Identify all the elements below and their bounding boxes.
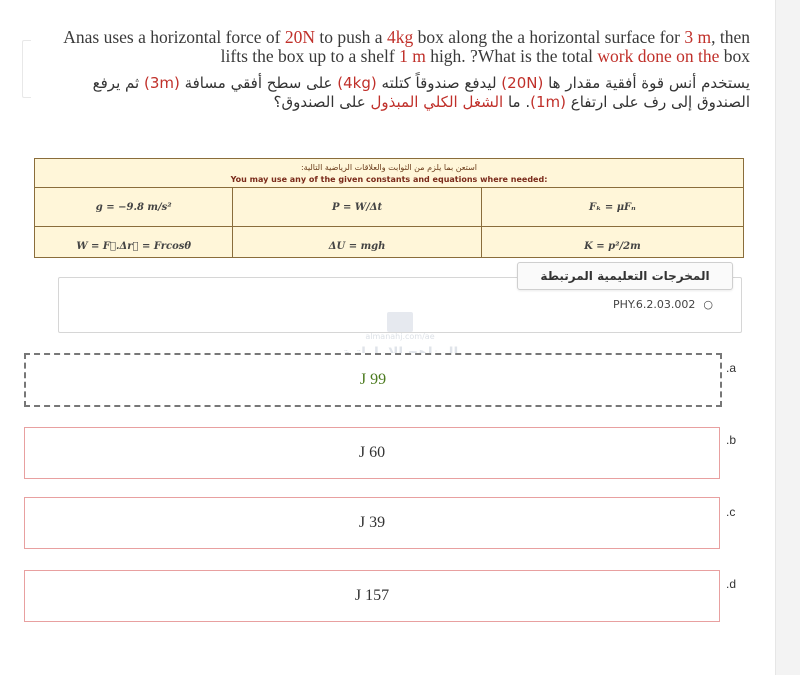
equation-work: W = F⃗.Δr⃗ = Frcosθ bbox=[35, 227, 233, 258]
answer-option-letter: .c bbox=[726, 505, 736, 519]
constants-row bbox=[35, 188, 743, 227]
answer-option-d[interactable] bbox=[24, 570, 720, 622]
right-scroll-strip bbox=[775, 0, 800, 675]
answer-option-b[interactable] bbox=[24, 427, 720, 479]
highlighted-value: work done on the bbox=[597, 46, 720, 66]
question-segment: . ما bbox=[503, 93, 531, 111]
answer-option-text: J 99 bbox=[359, 371, 387, 388]
equation-power: P = W/Δt bbox=[233, 188, 481, 226]
highlighted-value: الشغل الكلي المبذول bbox=[370, 93, 504, 111]
watermark-logo-icon bbox=[387, 312, 413, 332]
constants-header-english: You may use any of the given constants and equations where needed: bbox=[230, 175, 548, 184]
highlighted-value: (4kg) bbox=[337, 74, 377, 92]
answer-option-text: J 39 bbox=[358, 514, 386, 531]
highlighted-value: (1m) bbox=[530, 93, 566, 111]
highlighted-value: 3 m bbox=[684, 27, 712, 47]
question-segment: box along the a horizontal surface for bbox=[413, 27, 685, 47]
highlighted-value: (20N) bbox=[501, 74, 544, 92]
highlighted-value: 4kg bbox=[386, 27, 414, 47]
watermark-site: almanahj.com/ae bbox=[365, 332, 435, 341]
answer-option-text: J 60 bbox=[358, 444, 386, 461]
constants-row bbox=[35, 227, 743, 258]
equation-potential-energy: ΔU = mgh bbox=[233, 227, 481, 258]
constants-table bbox=[34, 158, 744, 258]
answer-option-letter: .a bbox=[726, 361, 737, 375]
answer-option-letter: .b bbox=[726, 433, 737, 447]
question-text bbox=[40, 28, 750, 112]
question-english bbox=[40, 28, 750, 66]
learning-outcomes-tab[interactable]: المخرجات التعليمية المرتبطة bbox=[517, 262, 733, 290]
answer-option-c[interactable] bbox=[24, 497, 720, 549]
answer-option-text: J 157 bbox=[354, 587, 390, 604]
answer-option-a[interactable] bbox=[24, 353, 722, 407]
question-segment: box bbox=[719, 46, 750, 66]
equation-kinetic-energy: K = p²/2m bbox=[584, 240, 641, 252]
question-segment: Anas uses a horizontal force of bbox=[63, 27, 285, 47]
question-flag-marker bbox=[22, 40, 31, 98]
bullet-icon: ○ bbox=[703, 298, 713, 311]
question-arabic bbox=[40, 74, 750, 112]
equation-kinetic-friction: Fₖ = μFₙ bbox=[589, 201, 636, 213]
question-segment: ليدفع صندوقاً كتلته bbox=[376, 74, 502, 92]
highlighted-value: 20N bbox=[284, 27, 315, 47]
answer-option-letter: .d bbox=[726, 577, 737, 591]
question-segment: ثم يرفع الصندوق إلى رف على ارتفاع bbox=[92, 74, 750, 111]
question-segment: high. ?What is the total bbox=[425, 46, 598, 66]
constants-table-header bbox=[35, 159, 743, 188]
constants-header-arabic: استعن بما يلزم من الثوابت والعلاقات الرياضية التالية: bbox=[300, 163, 478, 172]
question-segment: يستخدم أنس قوة أفقية مقدار ها bbox=[543, 74, 750, 92]
question-segment: to push a bbox=[315, 27, 387, 47]
question-segment: , then lifts the box up to a shelf bbox=[220, 27, 750, 66]
question-segment: على الصندوق؟ bbox=[273, 93, 371, 111]
learning-outcome-item bbox=[613, 298, 713, 311]
highlighted-value: 1 m bbox=[399, 46, 426, 66]
highlighted-value: (3m) bbox=[143, 74, 180, 92]
constant-gravity: g = −9.8 m/s² bbox=[35, 188, 233, 226]
learning-outcome-code: PHY.6.2.03.002 bbox=[613, 298, 696, 311]
question-segment: على سطح أفقي مسافة bbox=[179, 74, 338, 92]
